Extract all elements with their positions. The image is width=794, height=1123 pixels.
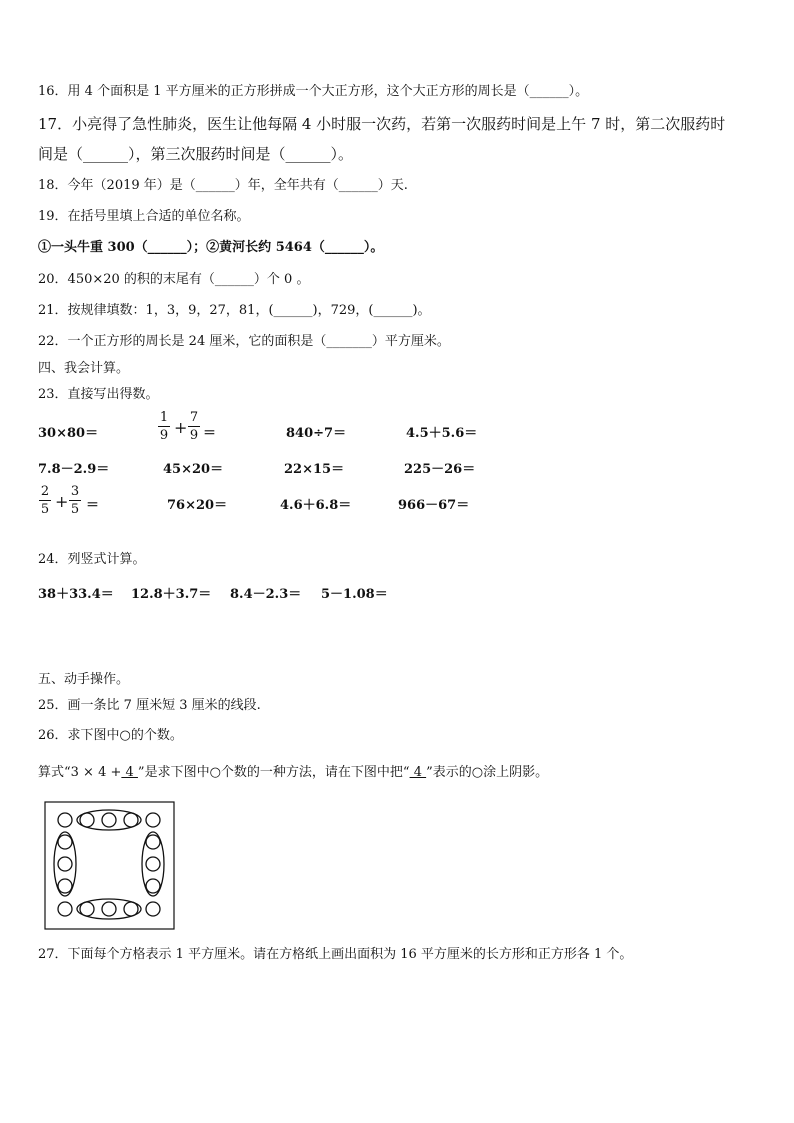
calc-23-r1c4: 4.5＋5.6＝ [406,426,478,441]
calc-23-r3c2: 76×20＝ [167,498,228,513]
question-16: 16．用 4 个面积是 1 平方厘米的正方形拼成一个大正方形，这个大正方形的周长是（______）。 [38,84,589,99]
circle [146,879,160,893]
question-24: 24．列竖式计算。 [38,552,146,567]
question-27: 27．下面每个方格表示 1 平方厘米。请在方格纸上画出面积为 16 平方厘米的长方形和正方形各 1 个。 [38,947,633,962]
circle [58,857,72,871]
formula-underlined-term: 4 [121,765,138,780]
formula-suffix: ”表示的○涂上阴影。 [426,765,549,780]
fraction-denominator: 9 [189,428,199,443]
fraction-numerator: 7 [189,410,199,425]
circle [146,835,160,849]
question-23: 23．直接写出得数。 [38,387,159,402]
group-ellipse-left [54,832,76,896]
circle [146,902,160,916]
fraction-bar [158,426,170,427]
question-18: 18．今年（2019 年）是（______）年，全年共有（______）天. [38,178,408,193]
circle [58,879,72,893]
shade-term: 4 [409,765,427,780]
calc-23-r2c2: 45×20＝ [163,462,224,477]
question-19-sub: ①一头牛重 300（______）；②黄河长约 5464（______）。 [38,240,384,255]
question-26: 26．求下图中○的个数。 [38,728,183,743]
calc-24-c2: 12.8＋3.7＝ [131,587,212,602]
question-25: 25．画一条比 7 厘米短 3 厘米的线段. [38,698,261,713]
formula-middle: ”是求下图中○个数的一种方法，请在下图中把“ [137,765,410,780]
fraction-numerator: 1 [159,410,169,425]
circle [102,902,116,916]
circle [102,813,116,827]
diagram-frame [45,802,174,929]
question-17-line2: 间是（______），第三次服药时间是（______）。 [38,145,354,163]
calc-24-c1: 38＋33.4＝ [38,587,114,602]
formula-prefix: 算式“3 × 4 + [38,765,122,780]
calc-23-r1c3: 840÷7＝ [286,426,347,441]
calc-23-r1c2-frac2 [188,410,200,443]
circle [58,813,72,827]
fraction-bar [39,500,51,501]
fraction-numerator: 3 [70,484,80,499]
fraction-bar [188,426,200,427]
circle [58,902,72,916]
calc-23-r3c1-equals: ＝ [86,498,100,513]
calc-23-r3c1-frac2 [69,484,81,517]
circle [146,813,160,827]
question-21: 21．按规律填数：1，3，9，27，81，(______)，729，(______)。 [38,303,431,318]
calc-24-c3: 8.4－2.3＝ [230,587,302,602]
calc-24-c4: 5－1.08＝ [321,587,388,602]
calc-23-r3c4: 966－67＝ [398,498,470,513]
calc-23-r2c4: 225－26＝ [404,462,476,477]
question-17-line1: 17．小亮得了急性肺炎，医生让他每隔 4 小时服一次药，若第一次服药时间是上午 7 时，第二次服药时 [38,115,726,133]
calc-23-r3c3: 4.6＋6.8＝ [280,498,352,513]
calc-23-r3c1-frac1 [39,484,51,517]
circle [146,857,160,871]
question-22: 22．一个正方形的周长是 24 厘米，它的面积是（_______）平方厘米。 [38,334,450,349]
calc-23-r1c1: 30×80＝ [38,426,99,441]
section-5-heading: 五、动手操作。 [38,672,130,687]
fraction-denominator: 5 [70,502,80,517]
calc-23-r1c2-equals: ＝ [203,426,217,441]
fraction-bar [69,500,81,501]
question-20: 20．450×20 的积的末尾有（______）个 0 。 [38,272,310,287]
fraction-numerator: 2 [40,484,50,499]
calc-23-r1c2-frac1 [158,410,170,443]
circle-grouping-diagram [44,801,176,931]
question-19: 19．在括号里填上合适的单位名称。 [38,209,250,224]
fraction-denominator: 5 [40,502,50,517]
calc-23-r2c3: 22×15＝ [284,462,345,477]
group-ellipse-right [142,832,164,896]
section-4-heading: 四、我会计算。 [38,361,130,376]
calc-23-r3c1-plus: + [55,492,69,511]
question-26-instruction [38,764,548,782]
calc-23-r2c1: 7.8－2.9＝ [38,462,110,477]
circle [58,835,72,849]
fraction-denominator: 9 [159,428,169,443]
calc-23-r1c2-plus: + [174,418,188,437]
